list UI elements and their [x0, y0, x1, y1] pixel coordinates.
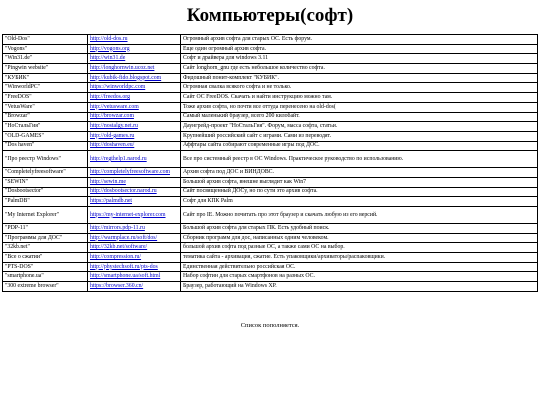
site-link[interactable]: https://my-internet-explorer.com [90, 211, 166, 218]
table-row [3, 187, 538, 197]
site-link[interactable]: http://kubik-fido.blogspot.com [90, 74, 162, 81]
site-description-cell: Еще один огромный архив софта. [181, 44, 538, 54]
site-url-cell [88, 35, 181, 45]
site-name-cell: "300 extreme browser" [3, 282, 88, 292]
site-description-cell: Единственная действительно российская ОС. [181, 262, 538, 272]
site-link[interactable]: http://compression.ru/ [90, 253, 142, 260]
site-url-cell [88, 93, 181, 103]
site-name-cell: "32kb.net" [3, 243, 88, 253]
site-url-cell [88, 151, 181, 168]
site-link[interactable]: http://sewin.me [90, 178, 126, 185]
table-row [3, 282, 538, 292]
site-url-cell [88, 282, 181, 292]
site-description-cell: Аффтары сайта собирают современные игры под ДОС. [181, 141, 538, 151]
site-description-cell: Сайт ОС FreeDOS. Скачать и найти инструкцию можно там. [181, 93, 538, 103]
site-link[interactable]: http://dosbootsector.narod.ru [90, 188, 157, 195]
site-url-cell [88, 102, 181, 112]
site-link[interactable]: http://smartphone.ua/soft.html [90, 273, 161, 280]
site-url-cell [88, 243, 181, 253]
site-url-cell [88, 122, 181, 132]
page-title: Компьютеры(софт) [186, 5, 354, 26]
site-name-cell: "PDP-11" [3, 224, 88, 234]
site-link[interactable]: http://completelyfreesoftware.com [90, 169, 170, 176]
site-name-cell: "SEWIN" [3, 177, 88, 187]
site-name-cell: "КУБИК" [3, 73, 88, 83]
site-link[interactable]: https://winworldpc.com [90, 84, 146, 91]
site-description-cell: Все про системный реестр в ОС Windows. Практическое руководство по использованию. [181, 151, 538, 168]
table-row [3, 141, 538, 151]
table-row [3, 151, 538, 168]
site-link[interactable]: http://old-dos.ru [90, 35, 128, 42]
table-row [3, 233, 538, 243]
table-row [3, 102, 538, 112]
table-row [3, 197, 538, 207]
site-link[interactable]: http://win31.de [90, 55, 126, 62]
table-row [3, 224, 538, 234]
site-name-cell: "Vogons" [3, 44, 88, 54]
footer-note: Список пополняется. [240, 322, 300, 329]
site-url-cell [88, 177, 181, 187]
table-row [3, 122, 538, 132]
site-description-cell: тематика сайта - архивация, сжатие. Есть упаковщики/архиваторы/распаковщики. [181, 253, 538, 263]
site-name-cell: "PTS-DOS" [3, 262, 88, 272]
site-url-cell [88, 224, 181, 234]
site-description-cell: большой архив софта под разные ОС, а также сами ОС на выбор. [181, 243, 538, 253]
site-name-cell: "VetusWare" [3, 102, 88, 112]
site-url-cell [88, 253, 181, 263]
table-row [3, 93, 538, 103]
site-url-cell [88, 54, 181, 64]
table-row [3, 131, 538, 141]
site-description-cell: Софт и драйвера для windows 3.11 [181, 54, 538, 64]
sites-table-body [3, 35, 538, 292]
table-row [3, 44, 538, 54]
site-link[interactable]: http://vetusware.com [90, 103, 139, 110]
table-row [3, 35, 538, 45]
table-row [3, 54, 538, 64]
site-url-cell [88, 197, 181, 207]
site-link[interactable]: http://freedos.org [90, 93, 130, 100]
site-link[interactable]: https://browser.360.cn/ [90, 282, 144, 289]
site-url-cell [88, 112, 181, 122]
site-name-cell: "Win31.de" [3, 54, 88, 64]
site-link[interactable]: http://doshaven.eu/ [90, 142, 135, 149]
site-name-cell: "НоСтальГия" [3, 122, 88, 132]
site-name-cell: "Pingwin website" [3, 64, 88, 74]
site-link[interactable]: http://32kb.net/software/ [90, 244, 148, 251]
site-link[interactable]: http://warmplace.ru/soft/dos/ [90, 234, 158, 241]
site-description-cell: Большой архив софта для старых ПК. Есть удобный поиск. [181, 224, 538, 234]
site-url-cell [88, 233, 181, 243]
table-row [3, 73, 538, 83]
site-description-cell: Крупнейший российский сайт с играми. Сами из переводят. [181, 131, 538, 141]
site-description-cell: Набор софтин для старых смартфонов на разных ОС. [181, 272, 538, 282]
site-name-cell: "Old-Dos" [3, 35, 88, 45]
site-name-cell: "WinworldPC" [3, 83, 88, 93]
table-row [3, 253, 538, 263]
site-url-cell [88, 83, 181, 93]
site-name-cell: "Dosbootsector" [3, 187, 88, 197]
site-description-cell: Сайт про IE. Можно почитать про этот браузер и скачать любую из его версий. [181, 207, 538, 224]
site-description-cell: Сайт longhorn_gnu где есть небольшое количество софта. [181, 64, 538, 74]
site-description-cell: Огромная свалка всякого софта и не только. [181, 83, 538, 93]
site-link[interactable]: https://palmdb.net [90, 198, 133, 205]
site-description-cell: Самый маленький браузер, всего 200 килобайт. [181, 112, 538, 122]
site-description-cell: Даунгрейд-проект "НоСтальГия". Форум, масса софта, статьи. [181, 122, 538, 132]
site-name-cell: "My Internet Explorer" [3, 207, 88, 224]
site-description-cell: Архив софта под ДОС и ВИНДОВС. [181, 168, 538, 178]
site-description-cell: Софт для КПК Palm [181, 197, 538, 207]
site-url-cell [88, 207, 181, 224]
table-row [3, 83, 538, 93]
site-link[interactable]: http://old-games.ru [90, 132, 135, 139]
site-link[interactable]: http://longhornwin.ucoz.net [90, 64, 155, 71]
site-url-cell [88, 73, 181, 83]
site-name-cell: "PalmDB" [3, 197, 88, 207]
site-link[interactable]: http://vogons.org [90, 45, 130, 52]
table-row [3, 272, 538, 282]
site-link[interactable]: http://browzar.com [90, 113, 134, 120]
site-link[interactable]: http://phystechsoft.ru/pts-dos [90, 263, 158, 270]
table-row [3, 177, 538, 187]
site-url-cell [88, 131, 181, 141]
site-description-cell: Браузер, работающий на Windows XP. [181, 282, 538, 292]
table-row [3, 262, 538, 272]
site-name-cell: "FreeDOS" [3, 93, 88, 103]
site-name-cell: "Browzar" [3, 112, 88, 122]
site-url-cell [88, 168, 181, 178]
table-row [3, 168, 538, 178]
sites-table [2, 34, 538, 292]
site-name-cell: "OLD-GAMES" [3, 131, 88, 141]
site-url-cell [88, 44, 181, 54]
site-name-cell: "Про реестр Windows" [3, 151, 88, 168]
site-name-cell: "Dos haven" [3, 141, 88, 151]
table-row [3, 64, 538, 74]
site-link[interactable]: http://nostalgy.net.ru [90, 123, 138, 130]
site-name-cell: "Все о сжатии" [3, 253, 88, 263]
table-row [3, 112, 538, 122]
table-row [3, 207, 538, 224]
site-name-cell: "Программы для ДОС" [3, 233, 88, 243]
site-description-cell: Тоже архив софта, но почти все оттуда перенесено на old-dos( [181, 102, 538, 112]
site-link[interactable]: http://regthelp1.narod.ru [90, 155, 147, 162]
site-name-cell: "Completelyfreesoftware" [3, 168, 88, 178]
site-name-cell: "smartphone.ua" [3, 272, 88, 282]
site-link[interactable]: http://mirrors.pdp-11.ru [90, 224, 145, 231]
site-description-cell: Сайт посвященный ДОСу, но по сути это архив софта. [181, 187, 538, 197]
site-description-cell: Большой архив софта, внешне выглядит как Win7 [181, 177, 538, 187]
site-url-cell [88, 262, 181, 272]
site-url-cell [88, 141, 181, 151]
site-url-cell [88, 272, 181, 282]
site-url-cell [88, 64, 181, 74]
site-description-cell: Огромный архив софта для старых ОС. Есть форум. [181, 35, 538, 45]
site-description-cell: Фидошный понит-комплект "КУБИК". [181, 73, 538, 83]
table-row [3, 243, 538, 253]
site-url-cell [88, 187, 181, 197]
site-description-cell: Сборник программ для дос, написанных одним человеком. [181, 233, 538, 243]
